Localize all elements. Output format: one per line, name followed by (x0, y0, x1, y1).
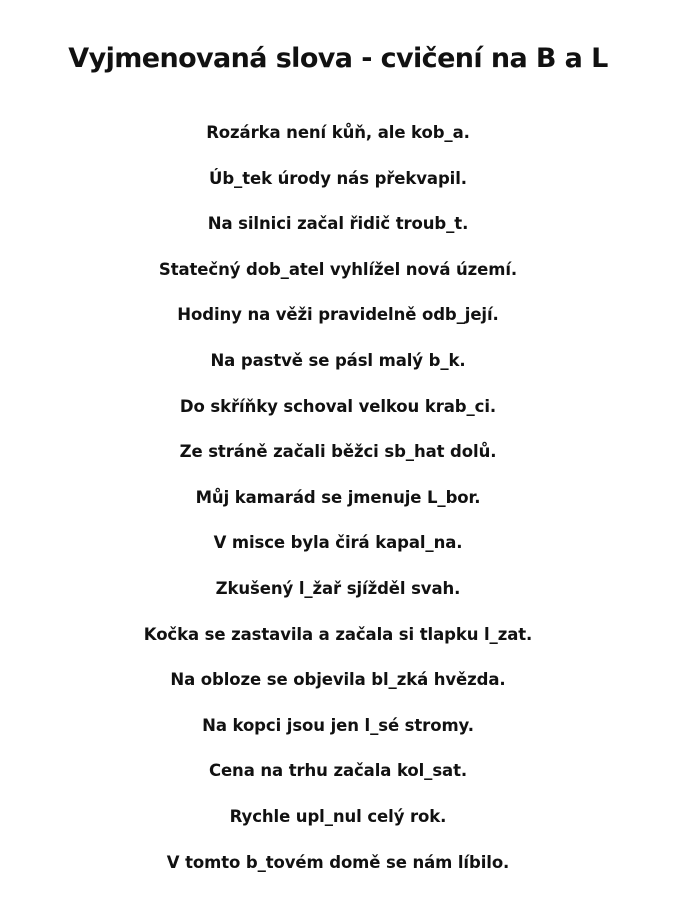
exercise-sentence-10: V misce byla čirá kapal_na. (213, 533, 463, 553)
exercise-sentence-16: Rychle upl_nul celý rok. (229, 806, 447, 826)
exercise-sentence-5: Hodiny na věži pravidelně odb_její. (177, 305, 499, 325)
exercise-sentence-14: Na kopci jsou jen l_sé stromy. (202, 715, 474, 735)
exercise-sentence-7: Do skříňky schoval velkou krab_ci. (179, 396, 497, 416)
exercise-sentence-17: V tomto b_tovém domě se nám líbilo. (166, 852, 510, 872)
exercise-sentence-8: Ze stráně začali běžci sb_hat dolů. (179, 442, 497, 462)
exercise-sentence-6: Na pastvě se pásl malý b_k. (210, 350, 466, 370)
exercise-sentence-11: Zkušený l_žař sjížděl svah. (215, 578, 461, 598)
exercise-sentence-12: Kočka se zastavila a začala si tlapku l_zat. (143, 624, 533, 644)
exercise-sentence-9: Můj kamarád se jmenuje L_bor. (195, 487, 481, 507)
exercise-sentence-list (0, 120, 676, 895)
exercise-sentence-2: Úb_tek úrody nás překvapil. (209, 168, 467, 188)
exercise-sentence-13: Na obloze se objevila bl_zká hvězda. (170, 670, 506, 690)
exercise-sentence-3: Na silnici začal řidič troub_t. (207, 214, 469, 234)
exercise-sentence-1: Rozárka není kůň, ale kob_a. (206, 123, 470, 142)
exercise-sentence-15: Cena na trhu začala kol_sat. (208, 761, 468, 781)
page-title: Vyjmenovaná slova - cvičení na B a L (68, 43, 608, 75)
exercise-sentence-4: Statečný dob_atel vyhlížel nová území. (158, 259, 518, 279)
